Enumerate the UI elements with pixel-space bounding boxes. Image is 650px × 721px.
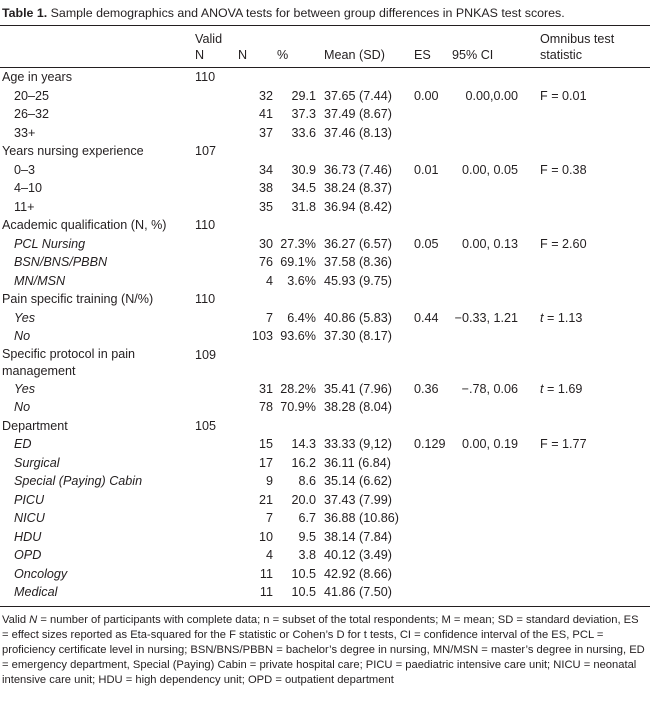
empty-cell [273,216,320,235]
row-mean-sd: 38.24 (8.37) [324,181,392,195]
header-es: ES [414,48,431,62]
table-row [0,454,650,473]
row-test-statistic [526,327,650,346]
table-row [0,179,650,198]
group-label: Specific protocol in pain management [2,346,136,378]
row-ci [450,327,526,346]
row-test-statistic [526,398,650,417]
row-label: 20–25 [14,88,50,103]
group-label: Academic qualification (N, %) [2,218,167,232]
row-ci [450,105,526,124]
empty-cell [195,272,238,291]
row-label: 33+ [14,125,36,140]
row-es [412,583,450,606]
row-ci [450,583,526,606]
table-row [0,509,650,528]
row-n: 7 [265,310,273,325]
stat-symbol: F [540,162,548,177]
group-row [0,142,650,161]
row-pct: 29.1 [291,88,316,103]
empty-cell [195,435,238,454]
row-mean-sd: 37.43 (7.99) [324,492,392,507]
table-body [0,68,650,606]
row-n: 32 [258,88,273,103]
row-test-statistic [526,454,650,473]
row-test-statistic [526,198,650,217]
group-valid-n: 110 [195,70,216,84]
empty-cell [273,290,320,309]
row-n: 38 [258,181,273,195]
empty-cell [195,105,238,124]
row-mean-sd: 37.49 (8.67) [324,107,392,121]
row-pct: 31.8 [291,199,316,214]
group-valid-n: 105 [195,418,217,433]
row-label: PICU [14,492,45,507]
row-n: 11 [259,566,273,581]
row-pct: 27.3% [280,236,316,251]
group-row [0,68,650,87]
empty-cell [238,68,273,87]
row-mean-sd: 37.58 (8.36) [324,255,392,269]
row-es [412,528,450,547]
row-n: 4 [265,273,273,288]
row-mean-sd: 36.88 (10.86) [324,511,399,525]
empty-cell [412,68,450,87]
empty-cell [238,346,273,380]
row-mean-sd: 36.94 (8.42) [324,199,392,214]
row-label: 26–32 [14,107,50,121]
row-test-statistic [526,546,650,565]
row-ci [450,472,526,491]
empty-cell [195,161,238,180]
table-header [0,26,650,68]
notes-valid-n-symbol: N [29,613,38,626]
empty-cell [195,235,238,254]
empty-cell [195,124,238,143]
group-valid-n: 109 [195,347,217,362]
empty-cell [320,216,412,235]
row-mean-sd: 41.86 (7.50) [324,585,392,599]
empty-cell [195,491,238,510]
row-mean-sd: 40.12 (3.49) [324,548,392,562]
empty-cell [320,142,412,161]
row-mean-sd: 36.11 (6.84) [324,455,391,470]
row-mean-sd: 36.73 (7.46) [324,162,392,177]
table-row [0,435,650,454]
row-label: Surgical [14,455,60,470]
table-row [0,309,650,328]
table-row [0,105,650,124]
row-es [412,124,450,143]
stat-symbol: F [540,88,548,103]
row-test-statistic [526,509,650,528]
row-mean-sd: 37.65 (7.44) [324,88,392,103]
row-label: 11+ [14,199,35,214]
empty-cell [195,380,238,399]
row-ci [450,528,526,547]
row-mean-sd: 35.14 (6.62) [324,474,392,488]
header-valid-n-1: Valid [195,32,223,46]
row-es [412,272,450,291]
empty-cell [450,346,526,380]
empty-cell [450,68,526,87]
row-pct: 20.0 [291,492,316,507]
empty-cell [412,216,450,235]
row-es [412,546,450,565]
row-label: NICU [14,511,45,525]
row-pct: 30.9 [291,162,316,177]
table-row [0,124,650,143]
empty-cell [195,583,238,606]
row-test-statistic [526,309,650,328]
row-test-statistic [526,435,650,454]
table-row [0,528,650,547]
row-n: 17 [258,455,273,470]
empty-cell [195,472,238,491]
row-n: 37 [258,125,273,140]
row-label: Medical [14,585,58,599]
empty-cell [450,290,526,309]
row-test-statistic [526,235,650,254]
row-ci: −0.33, 1.21 [454,310,518,325]
header-label-blank [0,26,195,47]
row-pct: 70.9% [280,400,316,414]
table-row [0,253,650,272]
row-n: 11 [259,585,273,599]
row-es [412,253,450,272]
row-test-statistic [526,380,650,399]
row-pct: 10.5 [291,585,316,599]
table-row [0,583,650,606]
row-ci [450,179,526,198]
empty-cell [412,142,450,161]
notes-prefix: Valid [2,613,30,626]
row-pct: 6.4% [287,310,316,325]
empty-cell [238,290,273,309]
row-mean-sd: 38.28 (8.04) [324,400,392,414]
group-label: Age in years [2,70,73,84]
row-n: 21 [258,492,273,507]
row-test-statistic [526,491,650,510]
row-es [412,179,450,198]
row-pct: 16.2 [291,455,316,470]
row-es [412,327,450,346]
table-row [0,87,650,106]
row-mean-sd: 37.30 (8.17) [324,329,392,343]
row-ci: −.78, 0.06 [461,381,518,396]
row-test-statistic [526,253,650,272]
row-es: 0.00 [414,88,439,103]
header-ci: 95% CI [452,48,494,62]
row-mean-sd: 42.92 (8.66) [324,566,392,581]
row-es: 0.44 [414,310,439,325]
group-row [0,290,650,309]
row-n: 4 [265,548,273,562]
row-n: 41 [258,107,273,121]
table-caption-text: Sample demographics and ANOVA tests for between group differences in PNKAS test scores. [50,6,565,20]
row-test-statistic [526,272,650,291]
row-mean-sd: 33.33 (9,12) [324,437,392,451]
header-valid-n-2: N [195,48,205,62]
row-n: 30 [258,236,273,251]
stat-symbol: t [540,310,544,325]
row-es [412,454,450,473]
row-es [412,198,450,217]
row-pct: 10.5 [291,566,316,581]
row-test-statistic [526,528,650,547]
stat-symbol: F [540,236,548,251]
stat-symbol: F [540,437,548,451]
row-label: Yes [14,381,36,396]
row-test-statistic [526,161,650,180]
row-es: 0.01 [414,162,439,177]
row-ci [450,398,526,417]
stat-value: = 2.60 [547,236,587,251]
group-valid-n: 107 [195,144,217,158]
empty-cell [320,290,412,309]
row-test-statistic [526,87,650,106]
row-label: HDU [14,529,42,544]
row-label: BSN/BNS/PBBN [14,255,108,269]
table-row [0,546,650,565]
table-row [0,272,650,291]
empty-cell [320,346,412,380]
row-pct: 37.3 [291,107,316,121]
empty-cell [195,253,238,272]
row-n: 31 [258,381,273,396]
table-row [0,198,650,217]
row-n: 15 [258,437,273,451]
empty-cell [195,546,238,565]
row-ci [450,491,526,510]
row-ci [450,124,526,143]
row-es [412,105,450,124]
row-ci [450,272,526,291]
group-row [0,417,650,436]
row-n: 76 [258,255,273,269]
row-pct: 3.6% [287,273,316,288]
empty-cell [195,309,238,328]
row-n: 103 [251,329,273,343]
row-pct: 3.8 [298,548,316,562]
row-ci: 0.00, 0.05 [461,162,518,177]
row-pct: 14.3 [291,437,316,451]
empty-cell [412,290,450,309]
row-ci: 0.00,0.00 [465,88,518,103]
empty-cell [195,565,238,584]
row-ci [450,454,526,473]
empty-cell [526,290,650,309]
group-label: Years nursing experience [2,144,144,158]
header-pct: % [277,48,289,62]
empty-cell [412,346,450,380]
empty-cell [195,454,238,473]
table-notes [0,607,650,688]
empty-cell [195,327,238,346]
group-valid-n: 110 [195,292,216,306]
empty-cell [450,417,526,436]
row-pct: 9.5 [298,529,316,544]
row-n: 7 [265,511,273,525]
empty-cell [195,179,238,198]
row-test-statistic [526,179,650,198]
empty-cell [320,417,412,436]
empty-cell [526,216,650,235]
row-label: Yes [14,310,36,325]
row-label: MN/MSN [14,273,66,288]
empty-cell [238,142,273,161]
row-test-statistic [526,565,650,584]
row-label: ED [14,437,32,451]
row-pct: 8.6 [298,474,316,488]
row-mean-sd: 45.93 (9.75) [324,273,392,288]
empty-cell [526,417,650,436]
row-label: No [14,400,31,414]
table-row [0,565,650,584]
empty-cell [195,528,238,547]
row-pct: 28.2% [280,381,316,396]
row-test-statistic [526,472,650,491]
row-n: 35 [258,199,273,214]
empty-cell [273,346,320,380]
row-mean-sd: 36.27 (6.57) [324,236,392,251]
header-omnibus-1: Omnibus test [540,32,615,46]
row-pct: 33.6 [291,125,316,140]
empty-cell [273,68,320,87]
row-mean-sd: 35.41 (7.96) [324,381,392,396]
group-label: Department [2,418,68,433]
row-test-statistic [526,105,650,124]
table-caption [0,6,650,21]
row-n: 10 [258,529,273,544]
row-label: OPD [14,548,42,562]
row-test-statistic [526,124,650,143]
row-ci [450,198,526,217]
row-label: 4–10 [14,181,43,195]
row-es [412,398,450,417]
row-n: 9 [265,474,273,488]
row-ci: 0.00, 0.13 [461,236,518,251]
header-mean-sd: Mean (SD) [324,48,385,62]
row-ci [450,546,526,565]
header-n: N [238,48,248,62]
row-ci: 0.00, 0.19 [461,437,518,451]
row-es: 0.36 [414,381,439,396]
empty-cell [238,216,273,235]
stat-value: = 1.77 [547,437,587,451]
row-es: 0.129 [414,437,446,451]
table-row [0,398,650,417]
empty-cell [195,198,238,217]
row-mean-sd: 37.46 (8.13) [324,125,392,140]
row-mean-sd: 40.86 (5.83) [324,310,392,325]
empty-cell [195,509,238,528]
stat-value: = 1.69 [543,381,583,396]
table-caption-label: Table 1. [2,6,48,20]
row-es [412,565,450,584]
group-label: Pain specific training (N/%) [2,292,154,306]
stat-value: = 1.13 [543,310,583,325]
row-ci [450,565,526,584]
empty-cell [195,87,238,106]
row-test-statistic [526,583,650,606]
table-row [0,327,650,346]
empty-cell [195,398,238,417]
row-label: PCL Nursing [14,236,86,251]
group-valid-n: 110 [195,218,216,232]
empty-cell [526,142,650,161]
row-es [412,472,450,491]
row-label: No [14,329,31,343]
header-omnibus-2: statistic [540,48,582,62]
empty-cell [273,417,320,436]
empty-cell [526,68,650,87]
demographics-table [0,26,650,607]
empty-cell [273,142,320,161]
row-es [412,491,450,510]
table-row [0,380,650,399]
empty-cell [238,417,273,436]
row-mean-sd: 38.14 (7.84) [324,529,392,544]
row-ci [450,253,526,272]
row-label: Special (Paying) Cabin [14,474,143,488]
row-pct: 34.5 [291,181,316,195]
row-n: 78 [258,400,273,414]
empty-cell [450,216,526,235]
table-row [0,161,650,180]
row-pct: 69.1% [280,255,316,269]
row-label: 0–3 [14,162,36,177]
stat-symbol: t [540,381,544,396]
table-row [0,472,650,491]
table-row [0,235,650,254]
table-row [0,491,650,510]
row-n: 34 [258,162,273,177]
notes-text: = number of participants with complete data; n = subset of the total respondents; M = mean; SD = standard deviation, ES = effect sizes reported as Eta-squared for the F statistic or Cohen’s D for t tests, CI = confidence interval of the ES, PCL = proficiency certificate level in nursing; BSN/BNS/PBBN = bachelor’s degree in nursing, MN/MSN = master’s degree in nursing, ED = emergency department, Special (Paying) Cabin = private hospital care; PICU = paediatric intensive care unit; NICU = neonatal intensive care unit; HDU = high dependency unit; OPD = outpatient department [2,613,645,686]
empty-cell [450,142,526,161]
empty-cell [320,68,412,87]
empty-cell [526,346,650,380]
stat-value: = 0.01 [547,88,587,103]
row-es: 0.05 [414,236,439,251]
row-label: Oncology [14,566,68,581]
row-ci [450,509,526,528]
empty-cell [412,417,450,436]
group-row [0,346,650,380]
group-row [0,216,650,235]
row-es [412,509,450,528]
stat-value: = 0.38 [547,162,587,177]
row-pct: 93.6% [280,329,316,343]
row-pct: 6.7 [298,511,316,525]
